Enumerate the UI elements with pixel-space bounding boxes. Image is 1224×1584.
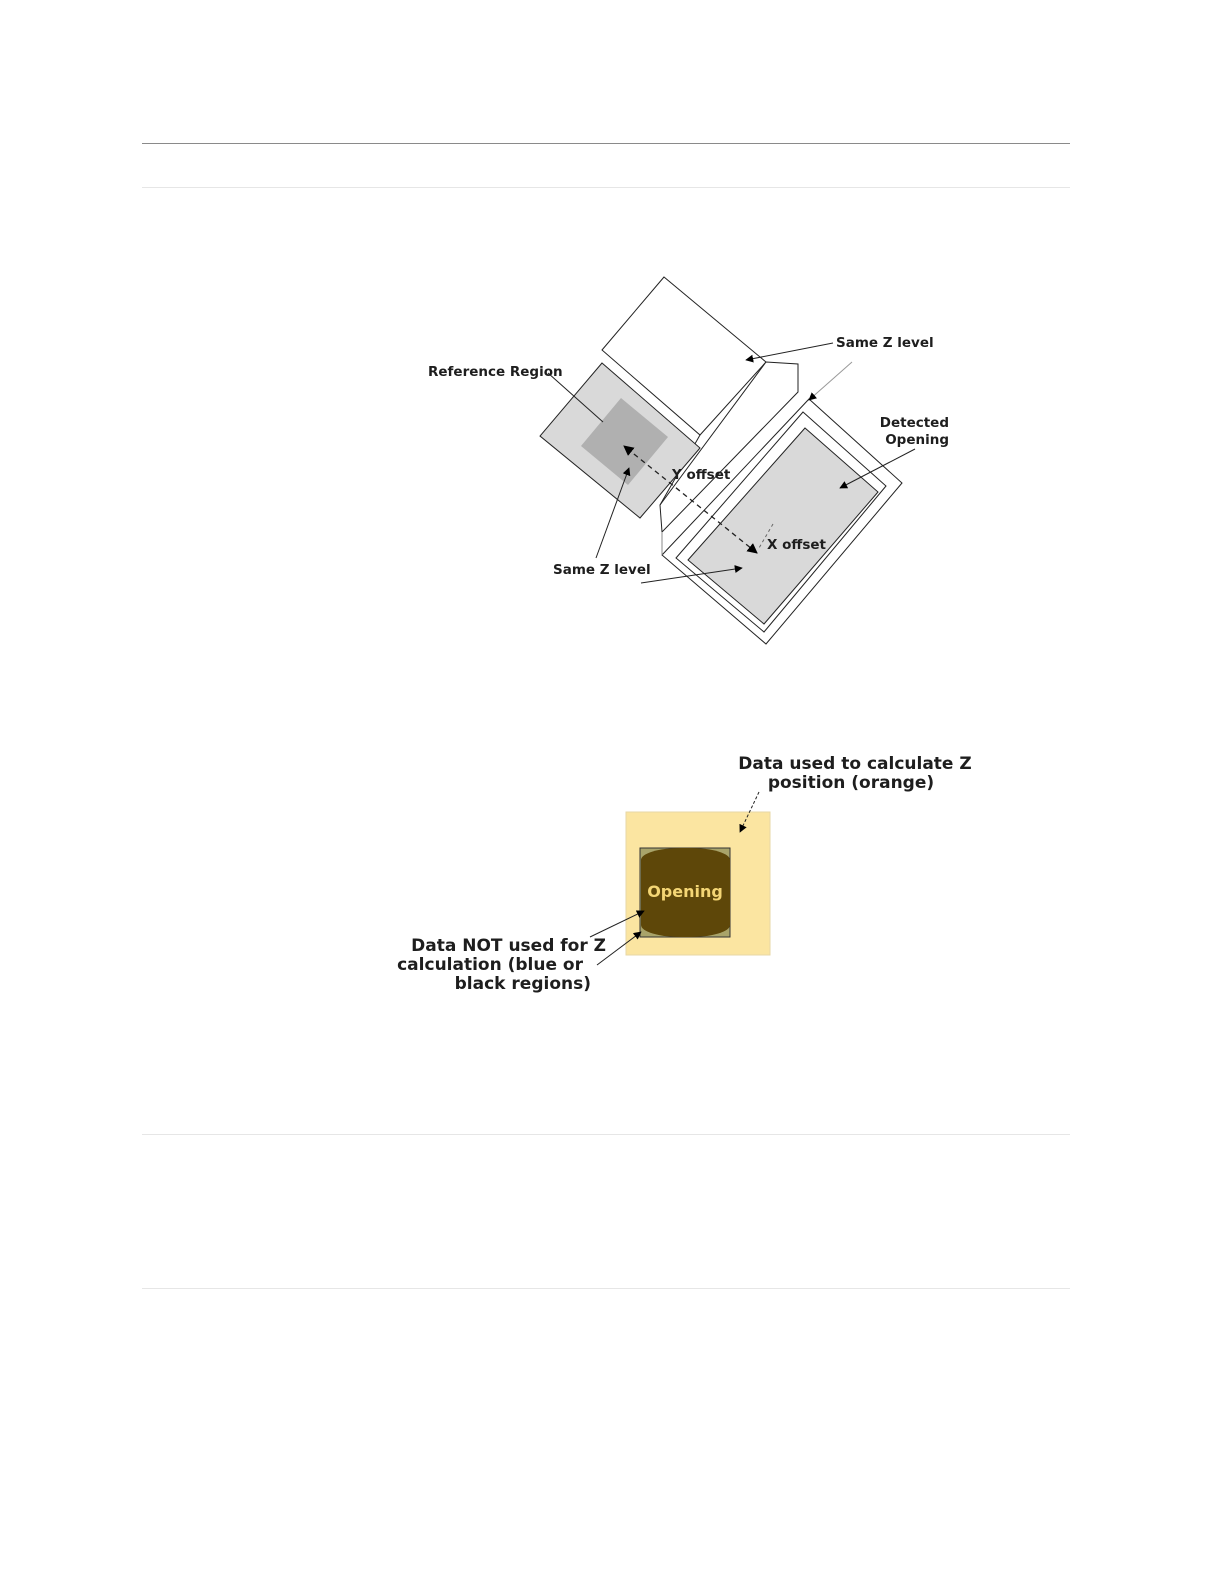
label-reference-region: Reference Region [428,364,563,380]
diagram-opening-offset [428,277,949,644]
label-used-1: Data used to calculate Z [738,754,972,774]
label-y-offset: Y offset [672,467,731,483]
label-same-z-top: Same Z level [836,335,934,351]
label-x-offset: X offset [767,537,826,553]
label-same-z-bottom: Same Z level [553,562,651,578]
label-used-2: position (orange) [767,773,935,793]
label-detected-opening-2: Opening [885,432,949,448]
label-not-used-1: Data NOT used for Z [411,936,606,956]
same-z-top-arrow-1 [746,343,833,360]
label-not-used-3: black regions) [454,974,591,994]
same-z-top-arrow-2 [809,362,852,400]
label-detected-opening-1: Detected [879,415,949,431]
label-not-used-2: calculation (blue or [397,955,583,975]
label-opening: Opening [647,882,723,901]
diagram-z-calculation [397,754,972,994]
